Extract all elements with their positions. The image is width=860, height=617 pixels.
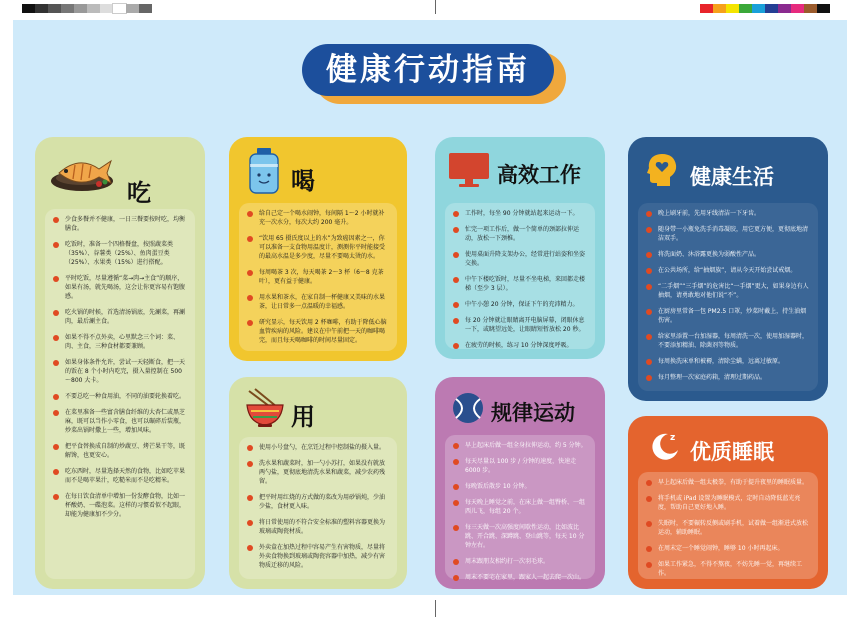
list-item: 吃饭时，准备一个四格餐盘，按照蔬菜类（35%）、谷薯类（25%）、鱼肉蛋豆类（25%）、水果类（15%）进行搭配。 <box>53 240 187 267</box>
item-list <box>453 209 587 350</box>
list-item: 中午下楼吃饭时，尽量不坐电梯，来回都走楼梯（至少 3 层）。 <box>453 275 587 293</box>
list-item: 用水果和茶水，在家自制一杯健康又美味的水果茶，让日常多一点温暖的幸福感。 <box>247 293 389 311</box>
list-item: 失眠时，不要辗转反侧或刷手机，试着做一组渐进式放松运动，辅助睡眠。 <box>646 519 810 537</box>
list-item: 周末不要宅在家里，跟家人一起去爬一次山。 <box>453 573 587 582</box>
list-item: 早上起床后做一组太极拳，有助于提升夜里的睡眠质量。 <box>646 478 810 487</box>
list-item: 将洗面奶、沐浴露更换为弱酸性产品。 <box>646 250 810 259</box>
list-item: 周末跟朋友相约打一次羽毛球。 <box>453 557 587 566</box>
list-item: 将手机或 iPad 设置为睡眠模式，定时自动降低蓝光亮度，帮助自己更好地入睡。 <box>646 494 810 512</box>
card-header <box>435 137 605 197</box>
print-grayscale-bar <box>22 4 152 13</box>
water-bottle-icon <box>247 147 281 195</box>
card-title: 喝 <box>291 167 315 195</box>
card-title: 吃 <box>127 179 151 207</box>
list-item: 如果不得不点外卖，心里默念三个词：菜、肉、主食，三种食材都要兼顾。 <box>53 333 187 351</box>
list-item: 吃东西时，尽量选择天然的食物，比如吃苹果而不是喝苹果汁，吃糙米而不是吃精米。 <box>53 467 187 485</box>
list-item: 在每日饮食清单中增加一份发酵食物，比如一杯酸奶、一碟泡菜。这样的习惯看似不起眼，却能为健康加不少分。 <box>53 492 187 519</box>
item-list <box>247 209 389 345</box>
list-item: 使用桌面升降支架办公，经常进行站姿和坐姿交换。 <box>453 250 587 268</box>
card-body <box>638 472 818 579</box>
list-item: 早上起床后做一组全身拉伸运动，约 5 分钟。 <box>453 441 587 450</box>
card-sleep <box>628 416 828 589</box>
list-item: 随身带一小瓶免洗手消毒凝胶，用它更方便，更彻底地清洁双手。 <box>646 225 810 243</box>
list-item: 使用小号盘勺，在烹饪过程中控制盐的摄入量。 <box>247 443 389 452</box>
list-item: 中午小憩 20 分钟，保证下午的充沛精力。 <box>453 300 587 309</box>
list-item: 给家里添置一台加湿器，每周清洗一次，使用加湿器时，不要添加精油、除菌剂等物质。 <box>646 332 810 350</box>
bowl-chopsticks-icon <box>243 387 287 429</box>
list-item: 在周末定一个睡觉闹钟，睡够 10 小时再起床。 <box>646 544 810 553</box>
list-item: 每三天做一次高强度间歇性运动，比如波比跳、开合跳、深蹲跳、登山跳等，每天 10 分钟左右。 <box>453 523 587 550</box>
list-item: 平时吃饭，尽量遵循“菜→肉→主食”的顺序，如果有汤，就先喝汤，这会让你更容易有饱腹感。 <box>53 274 187 301</box>
computer-monitor-icon <box>447 151 491 189</box>
list-item: “饮用 65 摄氏度以上的水”为致癌因素之一，你可以准备一支食物用温度计，测测你平时能接受的最高水温是多少度，尽量不要喝太烫的水。 <box>247 234 389 261</box>
item-list <box>453 441 587 582</box>
card-drink <box>229 137 407 361</box>
item-list <box>646 209 810 382</box>
list-item: 外卖盒在加热过程中容易产生有害物质，尽量将外卖食物换到玻璃或陶瓷容器中加热，减少有害物质迁移的风险。 <box>247 543 389 570</box>
grilled-fish-icon <box>49 151 115 191</box>
list-item: 在菜里准备一些富含膳食纤维的大杏仁或黑芝麻，既可以当作小零食，也可以碾碎后装瓶，炒菜出锅时撒上一些，增加风味。 <box>53 408 187 435</box>
list-item: 把平食替换成自制的炒蔬豆、烤芒果干等，既解馋，也更安心。 <box>53 442 187 460</box>
card-header <box>35 137 205 207</box>
card-title: 用 <box>291 403 315 431</box>
print-color-bar <box>700 4 830 13</box>
card-body <box>239 437 397 579</box>
list-item: 在疲劳的时候，练习 10 分钟深度呼吸。 <box>453 341 587 350</box>
list-item: 每天尽量以 100 步 / 分钟的速度，快速走 6000 步。 <box>453 457 587 475</box>
list-item: 给自己定一个喝水闹钟，每间隔 1～2 小时就补充一次水分，每次大约 200 毫升。 <box>247 209 389 227</box>
list-item: 在公共场所，给“抽烟族”，请从今天开始尝试戒烟。 <box>646 266 810 275</box>
list-item: 每周喝茶 3 次，每天喝茶 2～3 杯（6～8 克茶叶），更有益于健康。 <box>247 268 389 286</box>
list-item: 研究显示，每天饮用 2 杯咖啡，有助于降低心脑血管疾病的风险。建议在中午前把一天的咖啡喝完，而且每天喝咖啡的时间尽量固定。 <box>247 318 389 345</box>
card-body <box>45 209 195 579</box>
card-body <box>638 203 818 391</box>
crop-mark <box>435 600 436 617</box>
crop-mark <box>435 0 436 14</box>
list-item: 如果工作紧急，不得不熬夜，不妨先睡一觉，再继续工作。 <box>646 560 810 578</box>
list-item: “二手烟”“三手烟”的危害比“一手烟”更大，如果身边有人抽烟，请勇敢地对他们说“不”。 <box>646 282 810 300</box>
card-header <box>628 137 828 197</box>
list-item: 晚上刷牙前，先用牙线清洁一下牙齿。 <box>646 209 810 218</box>
card-life <box>628 137 828 401</box>
list-item: 每周换洗床单和被褥，清除尘螨，远离过敏原。 <box>646 357 810 366</box>
card-header <box>435 377 605 437</box>
list-item: 每天晚上睡觉之前，在床上做一组臀桥、一组西儿飞，每组 20 个。 <box>453 498 587 516</box>
item-list <box>646 478 810 578</box>
list-item: 洗水果和蔬菜时，加一勺小苏打，如果没有就放两勺盐，更彻底地清洗水果和蔬菜，减少农药残留。 <box>247 459 389 486</box>
card-title: 规律运动 <box>491 401 575 425</box>
item-list <box>247 443 389 570</box>
card-body <box>445 203 595 349</box>
list-item: 工作时，每坐 90 分钟就站起来运动一下。 <box>453 209 587 218</box>
card-body <box>239 203 397 351</box>
list-item: 每 20 分钟就让眼睛离开电脑屏幕，闭眼休息一下，或眺望远处，让眼睛短暂放松 20 秒。 <box>453 316 587 334</box>
list-item: 少食多餐并不健康，一日三餐要按时吃，均衡膳食。 <box>53 215 187 233</box>
list-item: 将日常使用的不符合安全标准的塑料容器更换为玻璃或陶瓷材质。 <box>247 518 389 536</box>
page-title: 健康行动指南 <box>302 44 554 96</box>
list-item: 忙完一项工作后，做一个简单的颈部拉伸运动，放松一下颈椎。 <box>453 225 587 243</box>
list-item: 在厨房里常备一包 PM2.5 口罩，炒菜时戴上，持生油烟伤害。 <box>646 307 810 325</box>
list-item: 把平时用红烧的方式做的菜改为用砂锅炖，少油少盐，食材更入味。 <box>247 493 389 511</box>
list-item: 每月整理一次家庭药箱，清理过期药品。 <box>646 373 810 382</box>
card-header <box>229 137 407 197</box>
card-body <box>445 435 595 579</box>
card-eat <box>35 137 205 589</box>
list-item: 如果身体条件允许，尝试一天轻断食，把一天的饭在 8 个小时内吃完，摄入量控制在 500～800 大卡。 <box>53 358 187 385</box>
head-heart-icon <box>646 153 678 187</box>
card-work <box>435 137 605 359</box>
card-title: 优质睡眠 <box>690 440 774 464</box>
tennis-ball-icon <box>451 391 485 425</box>
list-item: 吃火锅的时候，首选清汤锅底，先涮菜，再涮肉，最后涮主食。 <box>53 308 187 326</box>
moon-sleep-icon <box>648 428 682 462</box>
title-banner <box>302 44 562 102</box>
list-item: 不要总吃一种食用油，不同的油要轮换着吃。 <box>53 392 187 401</box>
card-header <box>229 377 407 437</box>
card-title: 健康生活 <box>690 165 774 189</box>
card-use <box>229 377 407 589</box>
list-item: 每晚饭后散步 10 分钟。 <box>453 482 587 491</box>
card-title: 高效工作 <box>497 163 581 187</box>
card-sport <box>435 377 605 589</box>
item-list <box>53 215 187 519</box>
card-header <box>628 416 828 476</box>
svg-text:z: z <box>670 433 676 443</box>
